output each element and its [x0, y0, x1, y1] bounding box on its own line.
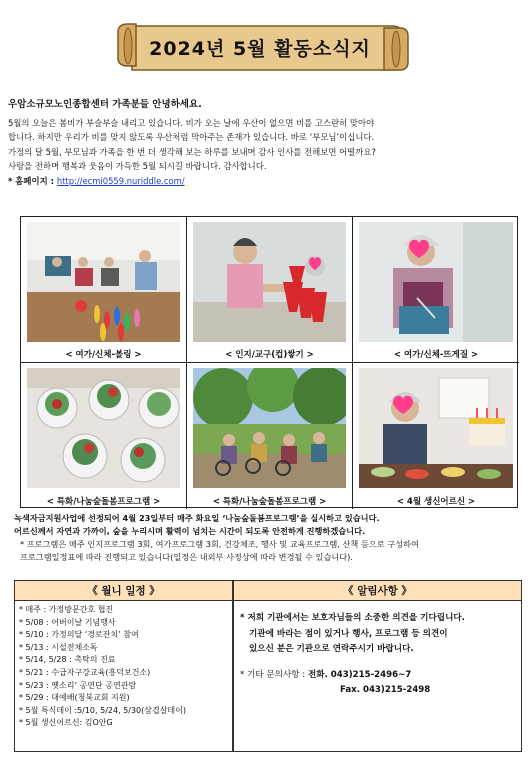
- succulents-photo: [27, 368, 180, 488]
- photo-caption: < 여가/신체-뜨게질 >: [393, 350, 479, 360]
- note-line: * 프로그램은 매주 인지프로그램 3회, 여가프로그램 3회, 건강체조, 행사 및 교육프로그램, 산책 등으로 구성하여: [20, 539, 419, 549]
- intro-line: 사랑을 전하며 행복과 웃음이 가득한 5월 되시길 바랍니다. 감사합니다.: [8, 161, 267, 171]
- page-title: 2024년 5월 활동소식지: [149, 38, 371, 60]
- notice-box: [233, 580, 522, 752]
- title-banner: [110, 20, 410, 74]
- notice-line: 있으신 분은 기관으로 연락주시기 바랍니다.: [249, 644, 414, 654]
- schedule-item: * 매주 : 가정방문간호 협진: [19, 605, 114, 614]
- schedule-item: * 5/14, 5/28 : 촉탁의 진료: [19, 655, 116, 665]
- intro-line: 가정의 달 5월, 부모님과 가족을 한 번 더 생각해 보는 하루를 보내며 감사 인사를 전해보면 어떨까요?: [8, 146, 376, 157]
- contact-phone: [240, 668, 515, 684]
- program-notes: [14, 512, 524, 564]
- greeting: 우암소규모노인종합센터 가족분들 안녕하세요.: [8, 99, 202, 110]
- cups-photo: [193, 222, 346, 342]
- schedule-list: [15, 601, 232, 733]
- homepage-row: [8, 174, 524, 189]
- forest-photo: [193, 368, 346, 488]
- birthday-photo: [359, 368, 513, 488]
- photo-caption: < 여가/신체-볼링 >: [65, 350, 142, 360]
- note-line: 녹색자금지원사업에 선정되어 4월 23일부터 매주 화요일 ‘나눔숲돌봄프로그램’을 실시하고 있습니다.: [14, 513, 380, 523]
- intro-line: 합니다. 하지만 우리가 비를 맞지 않도록 우산처럼 막아주는 존재가 있습니다. 바로 ‘부모님’이십니다.: [8, 132, 375, 142]
- note-line: 어르신께서 자연과 가까이, 숲을 누리시며 활력이 넘치는 시간이 되도록 안전하게 진행하겠습니다.: [14, 526, 366, 536]
- knitting-photo: [359, 222, 513, 342]
- notice-line: * 저희 기관에서는 보호자님들의 소중한 의견을 기다립니다.: [240, 613, 465, 623]
- notice-header: 《 알림사항 》: [234, 581, 521, 601]
- note-line: 프로그램일정표에 따라 진행되고 있습니다(일정은 내외부 사정상에 따라 변경될 수 있습니다).: [20, 552, 353, 562]
- schedule-box: [14, 580, 233, 752]
- schedule-item: * 5월 특식데이 :5/10, 5/24, 5/30(삼겹살데이): [19, 705, 187, 715]
- schedule-item: * 5/23 : 옛소리’ 공연단 공연관람: [19, 680, 137, 690]
- photo-cell-cups: [187, 217, 353, 363]
- photo-caption: < 특화/나눔숲돌봄프로그램 >: [46, 497, 161, 507]
- notice-body: [234, 601, 521, 709]
- photo-cell-forest: [187, 363, 353, 509]
- schedule-item: * 5월 생신어르신: 김O안G: [19, 718, 113, 728]
- photo-cell-succulents: [21, 363, 187, 509]
- photo-caption: < 4월 생신어르신 >: [396, 497, 476, 507]
- schedule-item: * 5/13 : 시설전체소독: [19, 642, 98, 652]
- photo-caption: < 특화/나눔숲돌봄프로그램 >: [212, 497, 327, 507]
- intro-line: 5월의 오늘은 봄비가 부슬부슬 내리고 있습니다. 비가 오는 날에 우산이 없으면 비를 고스란히 맞아야: [8, 117, 375, 128]
- fax-number: Fax. 043)215-2498: [340, 685, 431, 695]
- photo-cell-bowling: [21, 217, 187, 363]
- photo-cell-knitting: [353, 217, 519, 363]
- schedule-header: 《 월니 일정 》: [15, 581, 232, 601]
- schedule-item: * 5/29 : 대예배(청북교회 지원): [19, 693, 130, 703]
- intro-section: [8, 98, 524, 188]
- homepage-label: * 홈페이지 :: [8, 175, 57, 186]
- bowling-photo: [27, 222, 180, 342]
- schedule-item: * 5/08 : 어버이날 기념행사: [19, 617, 116, 627]
- homepage-link[interactable]: http://ecmi0559.nuriddle.com/: [56, 175, 185, 186]
- schedule-item: * 5/21 : 수급자구강교육(흥덕보건소): [19, 667, 151, 677]
- photo-cell-birthday: [353, 363, 519, 509]
- schedule-item: * 5/10 : 가정의달 ‘경로잔치’ 참여: [19, 630, 139, 640]
- photo-caption: < 인지/교구(컵)쌓기 >: [225, 350, 314, 360]
- phone-number: 전화. 043)215-2496~7: [307, 669, 412, 680]
- photo-grid: [20, 216, 518, 508]
- contact-label: * 기타 문의사항 :: [240, 669, 308, 680]
- notice-line: 기관에 바라는 점이 있거나 행사, 프로그램 등 의견이: [249, 628, 448, 639]
